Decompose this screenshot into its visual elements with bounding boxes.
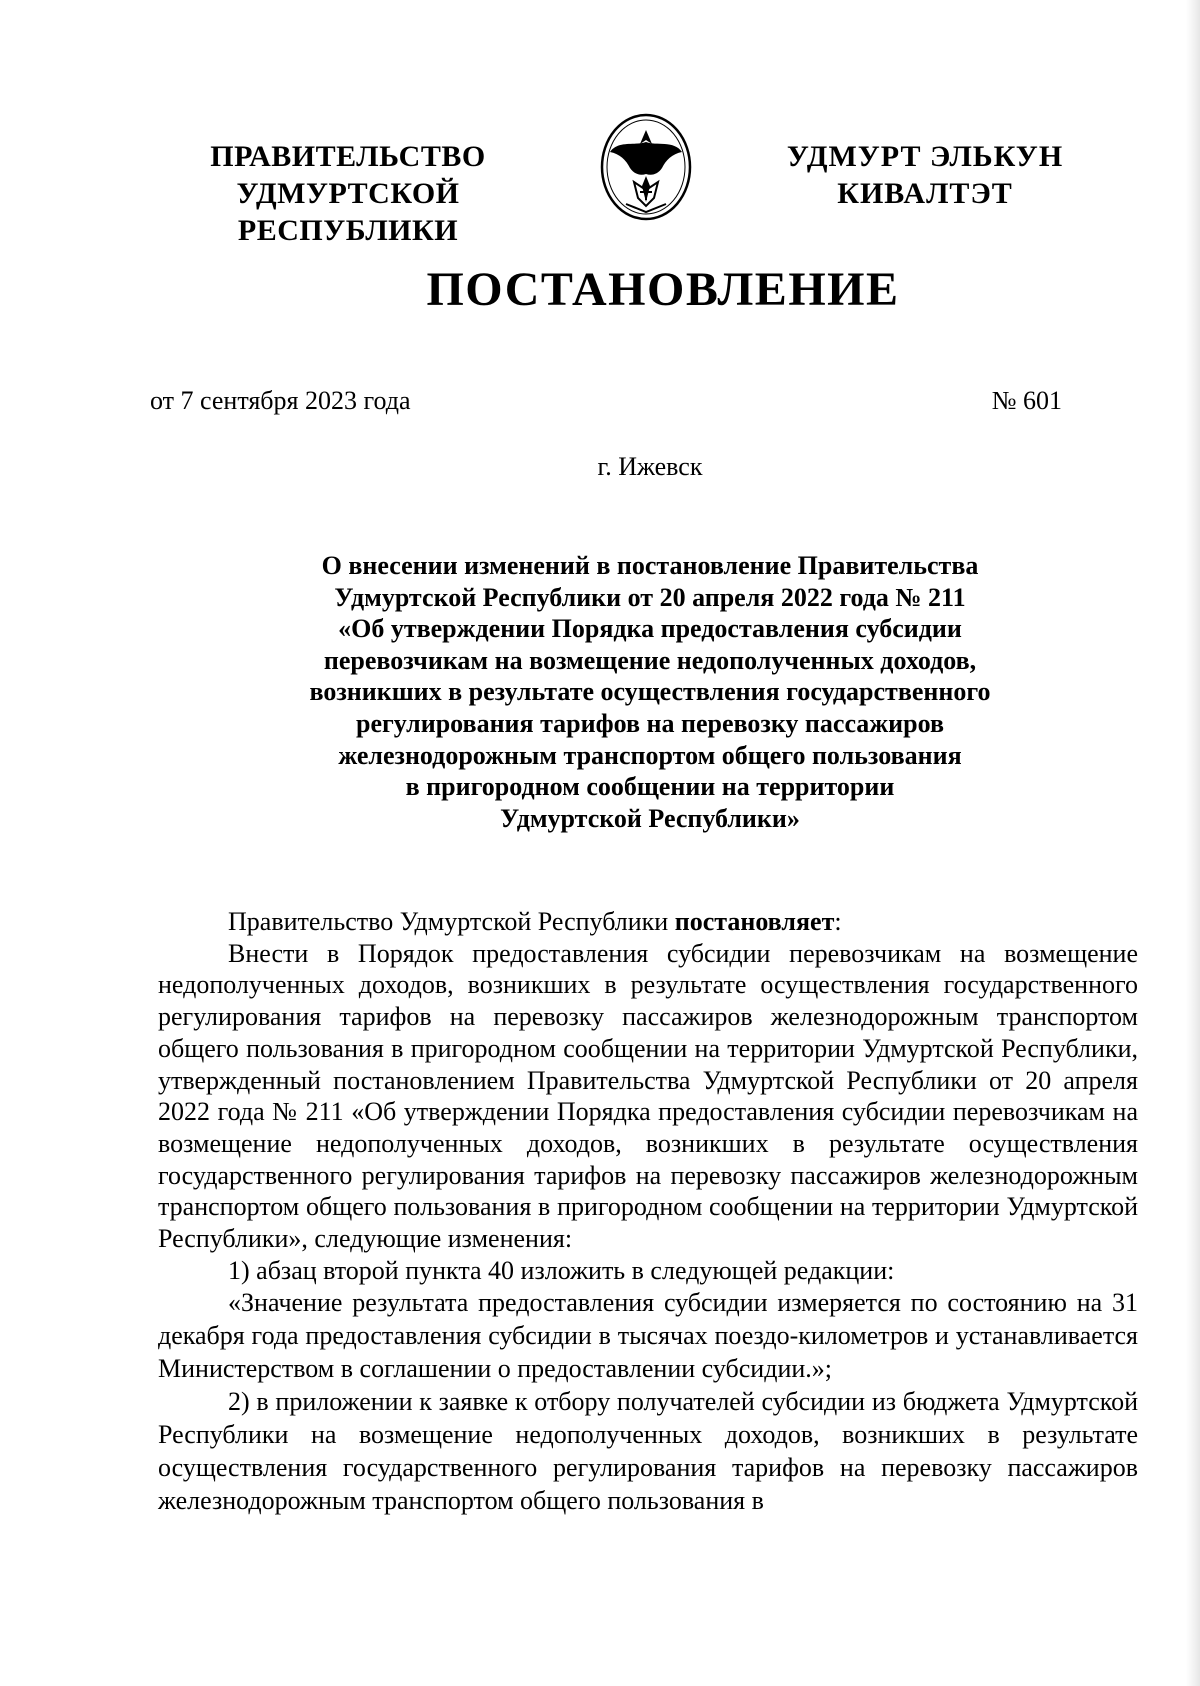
intro-decree-word: постановляет bbox=[674, 907, 835, 936]
body-intro bbox=[158, 906, 1138, 938]
document-title: ПОСТАНОВЛЕНИЕ bbox=[426, 263, 900, 316]
body-paragraph-1: Внести в Порядок предоставления субсидии перевозчикам на возмещение недополученных доходов, возникших в результате осуществления государственного регулирования тарифов на перевозку пассажиров железнодорожным транспортом общего пользования в пригородном сообщении на территории Удмуртской Республики, утвержденный постановлением Правительства Удмуртской Республики от 20 апреля 2022 года № 211 «Об утверждении Порядка предоставления субсидии перевозчикам на возмещение недополученных доходов, возникших в результате осуществления государственного регулирования тарифов на перевозку пассажиров железнодорожным транспортом общего пользования в пригородном сообщении на территории Удмуртской Республики», следующие изменения: bbox=[158, 938, 1138, 1254]
intro-text: Правительство Удмуртской Республики bbox=[228, 907, 675, 936]
government-name-udmurt-line2: КИВАЛТЭТ bbox=[837, 177, 1013, 210]
body-paragraph-2: 1) абзац второй пункта 40 изложить в следующей редакции: bbox=[228, 1255, 895, 1285]
document-date: от 7 сентября 2023 года bbox=[150, 386, 411, 415]
intro-colon: : bbox=[834, 907, 842, 936]
document-body bbox=[158, 906, 1138, 1517]
udmurtia-coat-of-arms-icon bbox=[596, 112, 696, 222]
government-name-udmurt-line1: УДМУРТ ЭЛЬКУН bbox=[786, 140, 1064, 173]
document-number: № 601 bbox=[991, 386, 1062, 415]
subject-line: Удмуртской Республики» bbox=[500, 803, 800, 833]
subject-line: возникших в результате осуществления государственного bbox=[309, 677, 991, 707]
subject-line: регулирования тарифов на перевозку пассажиров bbox=[355, 708, 944, 738]
body-paragraph-3: «Значение результата предоставления субсидии измеряется по состоянию на 31 декабря года предоставления субсидии в тысячах поездо-километров и устанавливается Министерством в соглашении о предоставлении субсидии.»; bbox=[158, 1288, 1138, 1384]
subject-line: О внесении изменений в постановление Правительства bbox=[321, 551, 979, 580]
document-city: г. Ижевск bbox=[597, 452, 703, 481]
government-name-line2: УДМУРТСКОЙ РЕСПУБЛИКИ bbox=[236, 177, 460, 247]
subject-line: «Об утверждении Порядка предоставления субсидии bbox=[338, 614, 962, 644]
subject-line: в пригородном сообщении на территории bbox=[405, 772, 895, 802]
government-name-udmurt bbox=[780, 138, 1070, 212]
government-name-russian bbox=[128, 138, 568, 249]
body-paragraph-4: 2) в приложении к заявке к отбору получателей субсидии из бюджета Удмуртской Республики на возмещение недополученных доходов, возникших в результате осуществления государственного регулирования тарифов на перевозку пассажиров железнодорожным транспортом общего пользования в bbox=[158, 1387, 1138, 1516]
government-name-line1: ПРАВИТЕЛЬСТВО bbox=[210, 140, 486, 173]
document-subject bbox=[200, 550, 1100, 834]
subject-line: железнодорожным транспортом общего пользования bbox=[338, 740, 962, 770]
subject-line: перевозчикам на возмещение недополученных доходов, bbox=[323, 645, 977, 675]
page-edge-shadow bbox=[1186, 0, 1200, 1686]
subject-line: Удмуртской Республики от 20 апреля 2022 года № 211 bbox=[334, 582, 966, 612]
